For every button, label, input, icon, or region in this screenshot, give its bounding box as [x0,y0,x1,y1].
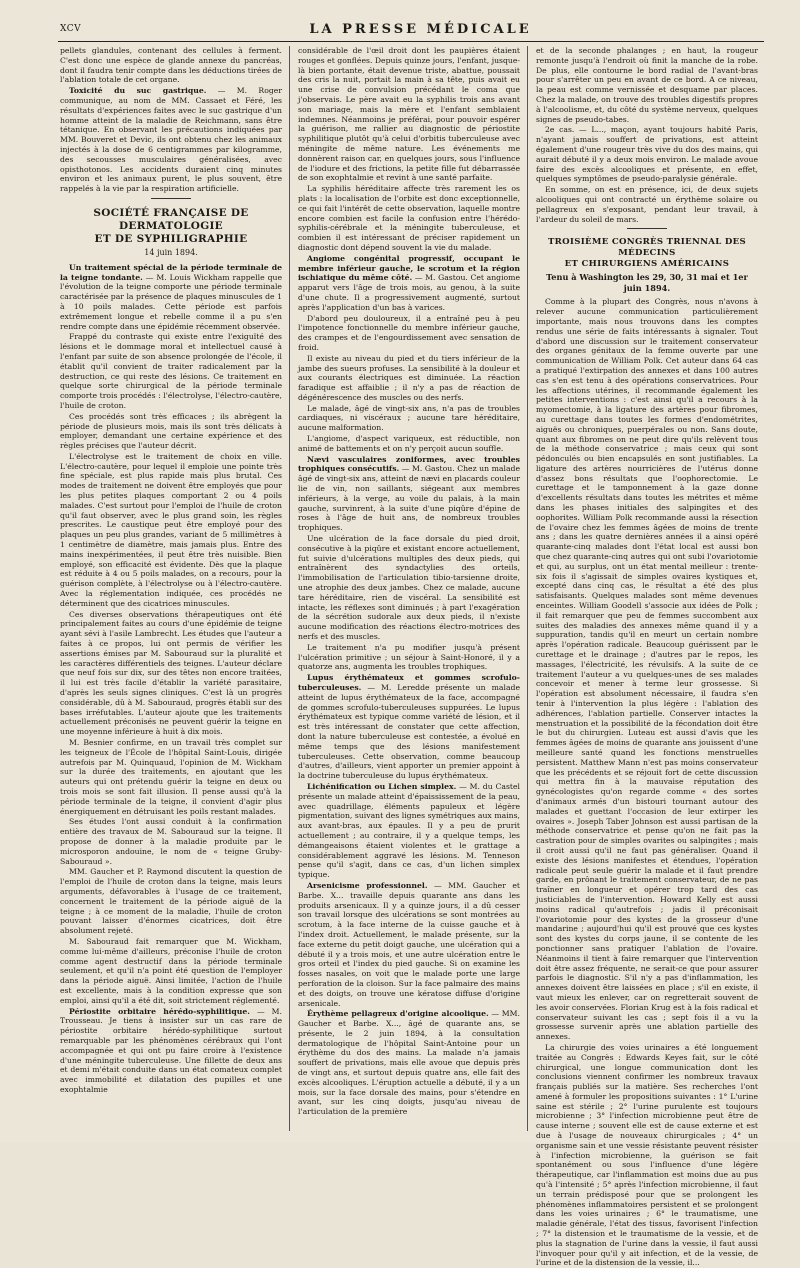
col1-paragraph: M. Besnier confirme, en un travail très complet sur les teigneux de l'École de l'hôpital Saint-Louis, dirigée autrefois par M. Quinquaud, l'opinion de M. Wickham sur la durée des traitements, en ajoutant que les auteurs qui ont prétendu guérir la teigne en deux ou trois mois se sont fait illusion. Il pense aussi qu'à la période terminale de la teigne, il convient d'agir plus énergiquement en détruisant les poils restant malades. [60,738,282,816]
lichen-text: — M. du Castel présente un malade atteint d'épaississement de la peau, avec quadrillage, éléments papuleux et légère pigmentation, suivant des lignes symétriques aux mains, aux avant-bras, aux épaules. Il y a peu de prurit actuellement ; au contraire, il y a quelque temps, les démangeaisons étaient violentes et le grattage a considérablement aggravé les lésions. M. Tenneson pense qu'il s'agit, dans ce cas, d'un lichen simplex typique. [298,781,520,880]
col2-paragraph: L'angiome, d'aspect variqueux, est réductible, non animé de battements et on n'y perçoit aucun souffle. [298,434,520,453]
dermatology-title-line1: SOCIÉTÉ FRANÇAISE DE DERMATOLOGIE [93,206,249,232]
congress-section-title [536,237,758,270]
traitement-article [60,263,282,332]
naevi-lead: Nævi vasculaires zoniformes, avec troubles trophiques consécutifs. [298,454,520,474]
erytheme-lead: Érythème pellagreux d'origine alcoolique. [307,1009,489,1019]
erytheme-text: — MM. Gaucher et Barbe. X..., âgé de quarante ans, se présente, le 2 juin 1894, à la consultation dermatologique de l'hôpital Saint-Antoine pour un érythème du dos des mains. La malade n'a jamais souffert de privations, mais elle avoue que depuis près de vingt ans, et surtout depuis quatre ans, elle fait des excès alcooliques. L'éruption actuelle a débuté, il y a un mois, sur la face dorsale des mains, pour s'étendre en avant, sur les cinq doigts, jusqu'au niveau de l'articulation de la première [298,1009,520,1117]
congress-subhead: Tenu à Washington les 29, 30, 31 mai et 1er juin 1894. [546,272,748,293]
erytheme-article [298,1009,520,1117]
col1-paragraph: Ces procédés sont très efficaces ; ils abrègent la période de plusieurs mois, mais ils sont très délicats à employer, demandant une certaine expérience et des règles précises que l'auteur décrit. [60,411,282,451]
angiome-lead: Angiome congénital progressif, occupant le membre inférieur gauche, le scrotum et la région ischiatique du même côté. [298,253,520,283]
col2-paragraph: D'abord peu douloureux, il a entraîné peu à peu l'impotence fonctionnelle du membre inférieur gauche, des crampes et de l'engourdissement avec sensation de froid. [298,313,520,352]
col3-paragraph: et de la seconde phalanges ; en haut, la rougeur remonte jusqu'à l'endroit où finit la manche de la robe. De plus, elle contourne le bord radial de l'avant-bras pour s'arrêter un peu en avant de ce bord. A ce niveau, la peau est comme vernissée et desquame par places. Chez la malade, on trouve des troubles digestifs propres à l'alcoolisme, et, du côté du système nerveux, quelques signes de pseudo-tabes. [536,46,758,124]
traitement-text: — M. Louis Wickham rappelle que l'évolution de la teigne comporte une période terminale caractérisée par la présence de plaques minuscules de 1 à 10 poils malades. Cette période est parfois extrêmement longue et rebelle comme il a pu s'en rendre compte dans une épidémie récemment observée. [60,272,282,331]
journal-title: LA PRESSE MÉDICALE [309,21,532,37]
section-divider [627,228,667,229]
col3-paragraph: La chirurgie des voies urinaires a été longuement traitée au Congrès : Edwards Keyes fait, sur le côté chirurgical, une longue communication dont les conclusions viennent confirmer les nombreux travaux français publiés sur la matière. Ses recherches l'ont amené à formuler les propositions suivantes : 1° L'urine saine est stérile ; 2° l'urine purulente est toujours microbienne ; 3° l'infection microbienne peut être de cause interne ; souvent elle est de cause externe et est due à l'usage de nouveaux chirurgicales ; 4° un organisme sain et une vessie résistante peuvent résister à l'infection microbienne, la guérison se fait spontanément ou sous l'influence d'une légère thérapeutique, car l'inflammation est moins due au pus qu'à l'intensité ; 5° après l'infection microbienne, il faut un terrain prédisposé pour que se prolongent les phénomènes inflammatoires persistent et se prolongent dans les voies urinaires ; 6° le traumatisme, une maladie générale, l'état des tissus, favorisent l'infection ; 7° la distension et le traumatisme de la vessie, et de plus la stagnation de l'urine dans la vessie, il faut aussi l'invoquer pour qu'il y ait infection, et de la vessie, de l'urine et de la distension de la vessie, il... [536,1042,758,1268]
col1-paragraph: M. Sabouraud fait remarquer que M. Wickham, comme lui-même d'ailleurs, préconise l'huile de croton comme agent destructif dans la période terminale seulement, et qu'il n'a point été question de l'employer dans la période aiguë. Ainsi limitée, l'action de l'huile est excellente, mais à la condition expresse que son emploi, ainsi qu'il a été dit, soit strictement réglementé. [60,936,282,1005]
dermatology-section-date: 14 juin 1894. [144,247,198,257]
toxicite-text: — M. Roger communique, au nom de MM. Cassaet et Féré, les résultats d'expériences faites avec le suc gastrique d'un homme atteint de la maladie de Reichmann, sans être tétanique. En observant les précautions indiquées par MM. Bouveret et Devic, ils ont obtenu chez les animaux injectés à la dose de 6 centigrammes par kilogramme, des secousses musculaires généralisées, avec opisthotonos. Les accidents duraient cinq minutes environ et les animaux purent, le plus souvent, être rappelés à la vie par la respiration artificielle. [60,86,282,194]
col3-paragraph: En somme, on est en présence, ici, de deux sujets alcooliques qui ont contracté un érythème solaire ou pellagreux en s'exposant, pendant leur travail, à l'ardeur du soleil de mars. [536,185,758,224]
col2-paragraph: Une ulcération de la face dorsale du pied droit, consécutive à la piqûre et existant encore actuellement, fut suivie d'ulcérations multiples des deux pieds, qui entraînèrent des syndactylies des orteils, l'immobilisation de l'articulation tibio-tarsienne droite, une atrophie des deux jambes. Chez ce malade, aucune tare héréditaire, rien de viscéral. La sensibilité est intacte, les réflexes sont diminués ; à part l'exagération de la sécrétion sudorale aux deux pieds, il n'existe aucune modification des réactions électro-motrices des nerfs et des muscles. [298,534,520,642]
angiome-text: — M. Gastou. Cet angiome apparut vers l'âge de trois mois, au genou, à la suite d'une chute. Il a progressivement augmenté, surtout après l'application d'un bas à varices. [298,273,520,312]
dermatology-section-title [60,207,282,246]
periostite-text: — M. Trousseau. Je tiens à insister sur un cas rare de périostite orbitaire hérédo-syphilitique surtout remarquable par les phénomènes cérébraux qui l'ont accompagnée et qui ont pu faire croire à l'existence d'une méningite tuberculeuse. Une fillette de deux ans et demi m'était conduite dans un état comateux complet avec immobilité et dilatation des pupilles et une exophtalmie [60,1006,282,1094]
col1-paragraph: pellets glandules, contenant des cellules à ferment. C'est donc une espèce de glande annexe du pancréas, dont il faudra tenir compte dans les déductions tirées de l'ablation totale de cet organe. [60,46,282,85]
header-rule [58,41,764,42]
col1-paragraph: L'électrolyse est le traitement de choix en ville. L'électro-cautère, pour lequel il emploie une pointe très fine spéciale, est plus rapide mais plus brutal. Ces modes de traitement ne doivent être employés que pour les plus petites plaques comportant 2 ou 4 poils malades. C'est surtout pour l'emploi de l'huile de croton qu'il faut observer, avec le plus grand soin, les règles prescrites. Le caustique peut être employé pour des plaques un peu plus grandes, variant de 5 millimètres à 1 centimètre de diamètre, mais jamais plus. Entre des mains inexpérimentées, il peut être très nuisible. Bien employé, son efficacité est évidente. Dès que la plaque est réduite à 4 ou 5 poils malades, on a recours, pour la guérison complète, à l'électrolyse ou à l'électro-cautère. Avec la réglementation indiquée, ces procédés ne déterminent que des cicatrices minuscules. [60,451,282,608]
arsenicisme-article [298,881,520,1008]
column-3 [536,46,758,1268]
col1-paragraph: Ces diverses observations thérapeutiques ont été principalement faites au cours d'une épidémie de teigne ayant sévi à l'asile Lambrecht. Les études que l'auteur a faites à ce propos, lui ont permis de vérifier les assertions émises par M. Sabouraud sur la pluralité et les caractères différentiels des teignes. L'auteur déclare que neuf fois sur dix, sur des têtes non encore traitées, il lui est très facile d'établir la variété parasitaire, d'après les seuls signes cliniques. C'est là un progrès considérable, dû à M. Sabouraud, progrès établi sur des bases irréfutables. L'auteur ajoute que les traitements actuellement préconisés ne peuvent guérir la teigne en une moyenne inférieure à huit à dix mois. [60,609,282,737]
lupus-text: — M. Leredde présente un malade atteint de lupus érythémateux de la face, accompagné de gommes scrofulo-tuberculeuses suppurées. Le lupus érythémateux est typique comme variété de lésion, et il est très intéressant de constater que cette affection, dont la nature tuberculeuse est contestée, a évolué en même temps que des lésions manifestement tuberculeuses. Cette observation, comme beaucoup d'autres, d'ailleurs, vient apporter un premier appoint à la doctrine tuberculeuse du lupus érythémateux. [298,683,520,781]
section-divider [151,198,191,199]
congress-title-line1: TROISIÈME CONGRÈS TRIENNAL DES MÉDECINS [547,237,746,259]
col2-paragraph: considérable de l'œil droit dont les paupières étaient rouges et gonflées. Depuis quinze jours, l'enfant, jusque-là bien portante, était devenue triste, abattue, poussait des cris la nuit, portait la main à sa tête, puis avait eu une crise de convulsion précédant le coma que j'observais. Le père avait eu la syphilis trois ans avant son mariage, mais la mère et l'enfant semblaient indemnes. Néanmoins je préférai, pour pouvoir espérer la guérison, me rallier au diagnostic de périostite syphilitique plutôt qu'à celui d'orbitis tuberculeuse avec méningite de même nature. Les événements me donnèrent raison car, en quelques jours, sous l'influence de l'iodure et des frictions, la petite fille fut débarrassée de son exophtalmie et revint à une santé parfaite. [298,46,520,183]
col2-paragraph: Le malade, âgé de vingt-six ans, n'a pas de troubles cardiaques, ni viscéraux ; aucune tare héréditaire, aucune malformation. [298,403,520,433]
lupus-lead: Lupus érythémateux et gommes scrofulo-tuberculeuses. [298,673,520,692]
angiome-article [298,254,520,313]
lichen-article [298,782,520,880]
column-separator-2 [527,46,528,1131]
naevi-article [298,455,520,533]
arsenicisme-lead: Arsenicisme professionnel. [307,880,428,890]
col2-paragraph: Le traitement n'a pu modifier jusqu'à présent l'ulcération primitive ; un séjour à Saint-Honoré, il y a quatorze ans, augmenta les troubles trophiques. [298,642,520,672]
col3-paragraph: 2e cas. — L..., maçon, ayant toujours habité Paris, n'ayant jamais souffert de privations, est atteint également d'une rougeur très vive du dos des mains, qui aurait débuté il y a deux mois environ. Le malade avoue faire des excès alcooliques et présente, en effet, quelques symptômes de pseudo-paralysie générale. [536,125,758,184]
col2-paragraph: La syphilis héréditaire affecte très rarement les os plats : la localisation de l'orbite est donc exceptionnelle, ce qui fait l'intérêt de cette observation, laquelle montre encore combien est facile la confusion entre l'hérédo-syphilis-cérébrale et la méningite tuberculeuse, et combien il est intéressant de préciser rapidement un diagnostic dont dépend souvent la vie du malade. [298,184,520,252]
naevi-text: — M. Gastou. Chez un malade âgé de vingt-six ans, atteint de nævi en placards couleur lie de vin, non saillants, siégeant aux membres inférieurs, à la verge, au voile du palais, à la main gauche, survinrent, à la suite d'une piqûre d'épine de roses à l'âge de huit ans, de nombreux troubles trophiques. [298,464,520,533]
periostite-lead: Périostite orbitaire hérédo-syphilitique. [69,1006,250,1016]
lupus-article [298,673,520,781]
col3-paragraph: Comme à la plupart des Congrès, nous n'avons à relever aucune communication particulièrement importante, mais nous trouvons dans les comptes rendus une série de faits intéressants à signaler. Tout d'abord une discussion sur le traitement conservateur des organes génitaux de la femme ouverte par une communication de William Polk. Cet auteur dans 64 cas a pratiqué l'extirpation des annexes et dans 100 autres cas s'en est tenu à des opérations conservatrices. Pour les affections utérines, il recommande également les petites interventions : c'est ainsi qu'il a recours à la myomectomie, à la ligature des artères pour fibromes, au curettage dans toutes les formes d'endométrites, aiguës ou chroniques, puerpérales ou non. Sans doute, quant aux fibromes on ne peut dire qu'ils relèvent tous de la méthode conservatrice ; mais ceux qui sont pédonculés ou bien encapsulés en sont justifiables. La ligature des artères nourricières de l'utérus donne d'assez bons résultats que l'oophorectomie. Le curettage et le tamponnement à la gaze donne d'excellents résultats dans toutes les métrites et même dans les phases initiales des salpingites et des oophorites. William Polk recommande aussi la résection de l'ovaire chez les femmes âgées de moins de trente ans ; dans les quatre dernières années il a ainsi opéré quarante-cinq malades dont l'état local est aussi bon que chez quarante-cinq autres qui ont subi l'ovariotomie et qui, au surplus, ont un état mental meilleur : trente-six fois il s'agissait de simples ovaires kystiques et, excepté dans cinq cas, le résultat a été des plus satisfaisants. Quelques malades sont même devenues enceintes. William Goodell s'associe aux idées de Polk ; il fait remarquer que peu de femmes succombent aux suites des maladies des annexes même quand il y a suppuration, tandis qu'il en meurt un certain nombre après l'opération radicale. Beaucoup guérissent par le curettage et le drainage ; d'autres par le repos, les massages, l'électricité, les révulsifs. A la suite de ce traitement l'auteur a vu quelques-unes de ses malades concevoir et mener à terme leur grossesse. Si l'opération est absolument nécessaire, il faudra s'en tenir à l'intervention la plus légère : l'ablation des adhérences, l'ablation partielle. Conserver intactes la menstruation et la possibilité de la fécondation doit être le but du chirurgien. Luteau est aussi d'avis que les femmes âgées de moins de quarante ans jouissent d'une meilleure santé quand les fonctions menstruelles persistent. Matthew Mann n'est pas moins conservateur que les précédents et se réjouit fort de cette discussion qui mettra fin à la mauvaise réputation des gynécologistes qu'on regarde comme « des sortes d'animaux armés d'un bistouri tournant autour des malades et guettant l'occasion de leur extirper les ovaires ». Joseph Taber Johnson est aussi partisan de la méthode conservatrice et pense qu'on ne fait pas la castration pour de simples ovarites ou salpingites ; mais il croit aussi qu'il ne faut pas généraliser. Quand il existe des lésions manifestes et étendues, l'opération radicale peut seule guérir la malade et il faut prendre garde, en prônant le traitement conservateur, de ne pas traîner en longueur et opérer trop tard des cas justiciables de l'intervention. Howard Kelly est aussi moins radical qu'autrefois ; jadis il préconisait l'ovariotomie pour des kystes de la grosseur d'une mandarine ; aujourd'hui qu'il est prouvé que ces kystes sont des kystes du corps jaune, il se contente de les ponctionner sans pratiquer l'ablation de l'ovaire. Néanmoins il tient à faire remarquer que l'intervention doit être assez fréquente, ne serait-ce que pour assurer parfois le diagnostic. S'il n'y a pas d'inflammation, les annexes doivent être laissées en place ; s'il en existe, il vaut mieux les enlever, car on regretterait souvent de les avoir conservées. Florian Krug est à la fois radical et conservateur suivant les cas ; sept fois il a vu la grossesse survenir après une ablation partielle des annexes. [536,297,758,1042]
col1-paragraph: MM. Gaucher et P. Raymond discutent la question de l'emploi de l'huile de croton dans la teigne, mais leurs arguments, défavorables à l'usage de ce traitement, concernent le traitement de la période aiguë de la teigne ; à ce moment de la maladie, l'huile de croton pouvant laisser d'énormes cicatrices, doit être absolument rejeté. [60,867,282,936]
column-separator-1 [289,46,290,1131]
toxicite-lead: Toxicité du suc gastrique. [69,86,207,96]
congress-title-line2: ET CHIRURGIENS AMÉRICAINS [564,259,730,270]
dermatology-title-line2: ET DE SYPHILIGRAPHIE [94,232,248,245]
col1-paragraph: Frappé du contraste qui existe entre l'exiguïté des lésions et le dommage moral et intellectuel causé à l'enfant par suite de son absence prolongée de l'école, il établit qu'il convient de traiter radicalement par la destruction, ce qui reste des lésions. Ce traitement en quelque sorte chirurgical de la période terminale comporte trois procédés : l'électrolyse, l'électro-cautère, l'huile de croton. [60,332,282,410]
toxicite-article [60,86,282,194]
page-header [60,18,760,40]
page-folio: XCV [60,24,82,34]
traitement-lead: Un traitement spécial de la période terminale de la teigne tondante. [60,262,282,282]
col1-paragraph: Ses études l'ont aussi conduit à la confirmation entière des travaux de M. Sabouraud sur la teigne. Il propose de donner à la maladie produite par le microsporon andouine, le nom de « teigne Gruby-Sabouraud ». [60,817,282,866]
column-1 [60,46,282,1131]
column-2 [298,46,520,1131]
lichen-lead: Lichénification ou Lichen simplex. [307,781,457,791]
col2-paragraph: Il existe au niveau du pied et du tiers inférieur de la jambe des sueurs profuses. La sensibilité à la douleur et aux courants électriques est diminuée. La réaction faradique est affaiblie ; il n'y a pas de réaction de dégénérescence des muscles ou des nerfs. [298,353,520,402]
periostite-article [60,1007,282,1095]
arsenicisme-text: — MM. Gaucher et Barbe. X... travaille depuis quarante ans dans les produits arsenicaux. Il y a quinze jours, il a dû cesser son travail lorsque des ulcérations se sont montrées au scrotum, à la face interne de la cuisse gauche et à l'index droit. Actuellement, le malade présente, sur la face externe du petit doigt gauche, une ulcération qui a débuté il y a trois mois, et une autre ulcération entre le gros orteil et l'index du pied gauche. Si on examine les fosses nasales, on voit que le malade porte une large perforation de la cloison. Sur la face palmaire des mains et des doigts, on trouve une kératose diffuse d'origine arsenicale. [298,880,520,1008]
